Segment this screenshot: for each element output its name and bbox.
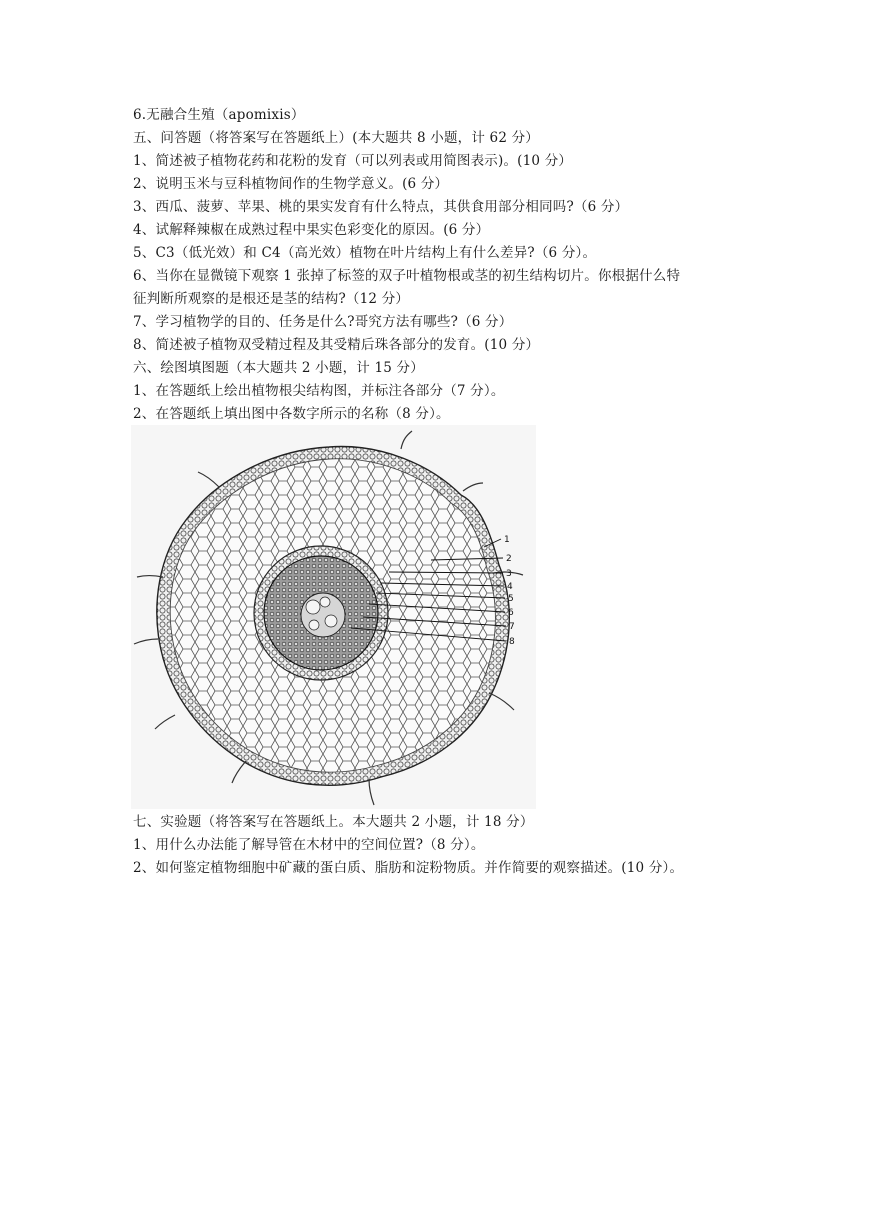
- figure-label-6: 6: [508, 608, 514, 618]
- figure-label-5: 5: [508, 594, 514, 604]
- question-5-2: 2、说明玉米与豆科植物间作的生物学意义。(6 分）: [133, 176, 449, 192]
- question-5-8: 8、简述被子植物双受精过程及其受精后珠各部分的发育。(10 分）: [133, 337, 540, 353]
- question-7-2: 2、如何鉴定植物细胞中矿藏的蛋白质、脂肪和淀粉物质。并作简要的观察描述。(10 分）。: [133, 860, 684, 876]
- question-6-1: 1、在答题纸上绘出植物根尖结构图，并标注各部分（7 分）。: [133, 383, 505, 399]
- question-5-7: 7、学习植物学的目的、任务是什么?哥究方法有哪些?（6 分）: [133, 314, 513, 330]
- figure-label-2: 2: [506, 554, 512, 564]
- section-5-heading: 五、问答题（将答案写在答题纸上）(本大题共 8 小题，计 62 分）: [133, 130, 539, 146]
- question-5-4: 4、试解释辣椒在成熟过程中果实色彩变化的原因。(6 分）: [133, 222, 490, 238]
- root-section-drawing: [134, 431, 523, 805]
- question-7-1: 1、用什么办法能了解导管在木材中的空间位置?（8 分）。: [133, 837, 485, 853]
- question-5-6-line2: 征判断所观察的是根还是茎的结构?（12 分）: [133, 291, 410, 307]
- figure-label-3: 3: [506, 569, 512, 579]
- root-cross-section-figure: [131, 425, 536, 809]
- figure-label-7: 7: [509, 622, 515, 632]
- question-5-5: 5、C3（低光效）和 C4（高光效）植物在叶片结构上有什么差异?（6 分）。: [133, 245, 597, 261]
- section-7-heading: 七、实验题（将答案写在答题纸上。本大题共 2 小题，计 18 分）: [133, 814, 534, 830]
- term-apomixis: 6.无融合生殖（apomixis）: [133, 107, 305, 123]
- question-5-3: 3、西瓜、菠萝、苹果、桃的果实发育有什么特点，其供食用部分相同吗?（6 分）: [133, 199, 629, 215]
- figure-label-1: 1: [504, 535, 510, 545]
- question-5-1: 1、简述被子植物花药和花粉的发育（可以列表或用简图表示)。(10 分）: [133, 153, 573, 169]
- question-6-2: 2、在答题纸上填出图中各数字所示的名称（8 分）。: [133, 406, 450, 422]
- question-5-6-line1: 6、当你在显微镜下观察 1 张掉了标签的双子叶植物根或茎的初生结构切片。你根据什么特: [133, 268, 681, 284]
- figure-label-8: 8: [509, 637, 515, 647]
- section-6-heading: 六、绘图填图题（本大题共 2 小题，计 15 分）: [133, 360, 424, 376]
- figure-label-4: 4: [507, 582, 513, 592]
